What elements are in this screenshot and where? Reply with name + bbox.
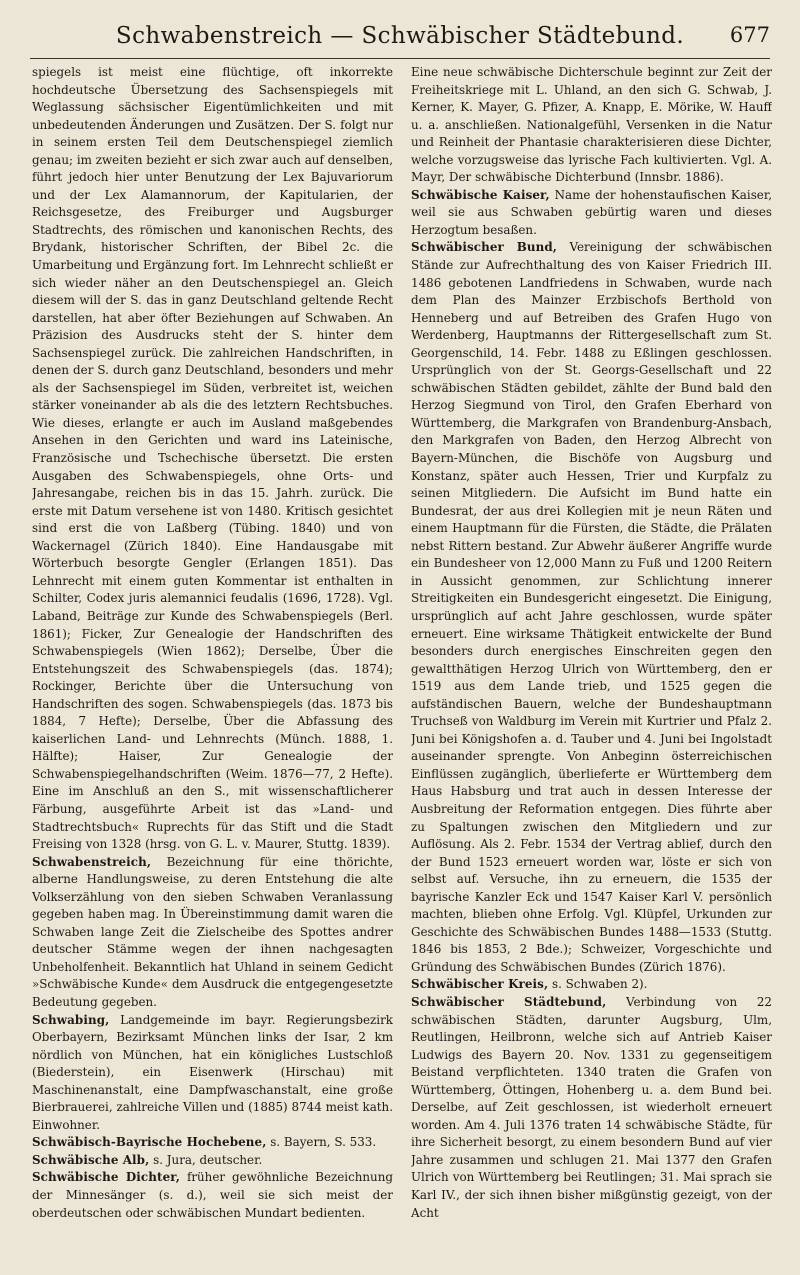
- entry-text: Landgemeinde im bayr. Regierungsbezirk Oberbayern, Bezirksamt München links der Isar, 2 km nördlich von München, hat ein königliches Lustschloß (Biederstein), ein Eisenwerk (Hirschau) mit Maschinenanstalt, eine Dampfwaschanstalt, eine große Bierbrauerei, zahlreiche Villen und (1885) 8744 meist kath. Einwohner.: [32, 1012, 393, 1132]
- entry-schwaebische-dichter: [32, 1169, 393, 1222]
- entry-schwabing: [32, 1012, 393, 1135]
- page-number: 677: [729, 23, 770, 47]
- entry-lemma: Schwäbische Dichter,: [32, 1170, 180, 1185]
- entry-lemma: Schwäbischer Städtebund,: [411, 994, 607, 1009]
- running-title: Schwabenstreich — Schwäbischer Städtebund.: [115, 23, 685, 49]
- entry-lemma: Schwabing,: [32, 1012, 110, 1027]
- entry-schwaebischer-bund: [411, 239, 772, 976]
- entry-text: Eine neue schwäbische Dichterschule beginnt zur Zeit der Freiheitskriege mit L. Uhland, an den sich G. Schwab, J. Kerner, K. Mayer, G. Pfizer, A. Knapp, E. Mörike, W. Hauff u. a. anschließen. Nationalgefühl, Versenken in die Natur und Reinheit der Phantasie charakterisieren diese Dichter, welche vorzugsweise das lyrische Fach kultivierten. Vgl. A. Mayr, Der schwäbische Dichterbund (Innsbr. 1886).: [411, 65, 772, 185]
- entry-schwabenstreich: [32, 854, 393, 1012]
- entry-text: früher gewöhnliche Bezeichnung der Minnesänger (s. d.), weil sie sich meist der oberdeutschen oder schwäbischen Mundart bedienten.: [32, 1170, 393, 1220]
- entry-text: spiegels ist meist eine flüchtige, oft inkorrekte hochdeutsche Übersetzung des Sachsenspiegels mit Weglassung sächsischer Eigentümlichkeiten und mit unbedeutenden Änderungen und Zusätzen. Der S. folgt nur in seinem ersten Teil dem Deutschenspiegel ziemlich genau; im zweiten bezieht er sich zwar auch auf denselben, führt jedoch hier unter Benutzung der Lex Bajuvariorum und der Lex Alamannorum, der Kapitularien, der Reichsgesetze, des Freiburger und Augsburger Stadtrechts, des römischen und kanonischen Rechts, des Brydank, historischer Schriften, der Bibel 2c. die Umarbeitung und Ergänzung fort. Im Lehnrecht schließt er sich wieder näher an den Deutschenspiegel an. Gleich diesem will der S. das in ganz Deutschland geltende Recht darstellen, hat aber öfter Beziehungen auf Schwaben. An Präzision des Ausdrucks steht der S. hinter dem Sachsenspiegel zurück. Die zahlreichen Handschriften, in denen der S. durch ganz Deutschland, besonders und mehr als der Sachsenspiegel im Süden, verbreitet ist, weichen stärker voneinander ab als die des letztern Rechtsbuches. Wie dieses, erlangte er auch im Ausland maßgebendes Ansehen in den Gerichten und ward ins Lateinische, Französische und Tschechische übersetzt. Die ersten Ausgaben des Schwabenspiegels, ohne Orts- und Jahresangabe, reichen bis in das 15. Jahrh. zurück. Die erste mit Datum versehene ist von 1480. Kritisch gesichtet sind erst die von Laßberg (Tübing. 1840) und von Wackernagel (Zürich 1840). Eine Handausgabe mit Wörterbuch besorgte Gengler (Erlangen 1851). Das Lehnrecht mit einem guten Kommentar ist enthalten in Schilter, Codex juris alemannici feudalis (1696, 1728). Vgl. Laband, Beiträge zur Kunde des Schwabenspiegels (Berl. 1861); Ficker, Zur Genealogie der Handschriften des Schwabenspiegels (Wien 1862); Derselbe, Über die Entstehungszeit des Schwabenspiegels (das. 1874); Rockinger, Berichte über die Untersuchung von Handschriften des sogen. Schwabenspiegels (das. 1873 bis 1884, 7 Hefte); Derselbe, Über die Abfassung des kaiserlichen Land- und Lehnrechts (Münch. 1888, 1. Hälfte); Haiser, Zur Genealogie der Schwabenspiegelhandschriften (Weim. 1876—77, 2 Hefte). Eine im Anschluß an den S., mit wissenschaftlicherer Färbung, ausgeführte Arbeit ist das »Land- und Stadtrechtsbuch« Ruprechts für das Stift und die Stadt Freising von 1328 (hrsg. von G. L. v. Maurer, Stuttg. 1839).: [32, 65, 393, 852]
- entry-lemma: Schwäbisch-Bayrische Hochebene,: [32, 1135, 267, 1150]
- entry-text: s. Jura, deutscher.: [149, 1152, 263, 1167]
- running-header: [30, 14, 770, 59]
- entry-lemma: Schwabenstreich,: [32, 854, 152, 869]
- entry-continuation: [411, 64, 772, 187]
- right-column: [411, 64, 772, 1265]
- entry-lemma: Schwäbischer Bund,: [411, 240, 558, 255]
- entry-text: Name der hohenstaufischen Kaiser, weil sie aus Schwaben gebürtig waren und dieses Herzogtum besaßen.: [411, 187, 772, 237]
- entry-text: Verbindung von 22 schwäbischen Städten, darunter Augsburg, Ulm, Reutlingen, Heilbronn, welche sich auf Antrieb Kaiser Ludwigs des Bayern 20. Nov. 1331 zu gegenseitigem Beistand verpflichteten. 1340 traten die Grafen von Württemberg, Öttingen, Hohenberg u. a. dem Bund bei. Derselbe, auf Zeit geschlossen, ist wiederholt erneuert worden. Am 4. Juli 1376 traten 14 schwäbische Städte, für ihre Sicherheit besorgt, zu einem besondern Bund auf vier Jahre zusammen und schlugen 21. Mai 1377 den Grafen Ulrich von Württemberg bei Reutlingen; 31. Mai sprach sie Karl IV., der sich ihnen bisher mißgünstig gezeigt, von der Acht: [411, 994, 772, 1220]
- left-column: [32, 64, 393, 1265]
- entry-continuation: [32, 64, 393, 854]
- entry-lemma: Schwäbischer Kreis,: [411, 977, 549, 992]
- entry-schwaebischer-staedtebund: [411, 994, 772, 1222]
- entry-schwaebisch-bayrische-hochebene: [32, 1134, 393, 1152]
- entry-lemma: Schwäbische Alb,: [32, 1152, 150, 1167]
- entry-text: Bezeichnung für eine thörichte, alberne Handlungsweise, zu deren Entstehung die alte Volkserzählung von den sieben Schwaben Veranlassung gegeben haben mag. In Übereinstimmung damit waren die Schwaben lange Zeit die Zielscheibe des Spottes andrer deutscher Stämme wegen der ihnen nachgesagten Unbeholfenheit. Bekanntlich hat Uhland in seinem Gedicht »Schwäbische Kunde« dem Ausdruck die entgegengesetzte Bedeutung gegeben.: [32, 854, 393, 1009]
- text-columns: [32, 64, 772, 1265]
- entry-schwaebische-kaiser: [411, 187, 772, 240]
- entry-lemma: Schwäbische Kaiser,: [411, 187, 550, 202]
- entry-text: s. Bayern, S. 533.: [266, 1135, 377, 1150]
- entry-schwaebischer-kreis: [411, 976, 772, 994]
- entry-text: Vereinigung der schwäbischen Stände zur Aufrechthaltung des von Kaiser Friedrich III. 1486 gebotenen Landfriedens in Schwaben, wurde nach dem Plan des Mainzer Erzbischofs Berthold von Henneberg und auf Betreiben des Grafen Hugo von Werdenberg, Hauptmanns der Rittergesellschaft zum St. Georgenschild, 14. Febr. 1488 zu Eßlingen geschlossen. Ursprünglich von der St. Georgs-Gesellschaft und 22 schwäbischen Städten gebildet, zählte der Bund bald den Herzog Siegmund von Tirol, den Grafen Eberhard von Württemberg, die Markgrafen von Brandenburg-Ansbach, den Markgrafen von Baden, den Herzog Albrecht von Bayern-München, die Bischöfe von Augsburg und Konstanz, später auch Hessen, Trier und Kurpfalz zu seinen Mitgliedern. Die Aufsicht im Bund hatte ein Bundesrat, der aus drei Kollegien mit je neun Räten und einem Hauptmann für die Fürsten, die Städte, die Prälaten nebst Rittern bestand. Zur Abwehr äußerer Angriffe wurde ein Bundesheer von 12,000 Mann zu Fuß und 1200 Reitern in Aussicht genommen, zur Schlichtung innerer Streitigkeiten ein Bundesgericht eingesetzt. Die Einigung, ursprünglich auf acht Jahre geschlossen, wurde später erneuert. Eine wirksame Thätigkeit entwickelte der Bund besonders durch energisches Einschreiten gegen den gewaltthätigen Herzog Ulrich von Württemberg, den er 1519 aus dem Lande trieb, und 1525 gegen die aufständischen Bauern, welche der Bundeshauptmann Truchseß von Waldburg im Verein mit Kurtrier und Pfalz 2. Juni bei Königshofen a. d. Tauber und 4. Juni bei Ingolstadt auseinander sprengte. Von Anbeginn österreichischen Einflüssen zugänglich, überlieferte er Württemberg dem Haus Habsburg und trat auch in dessen Interesse der Ausbreitung der Reformation entgegen. Dies führte aber zu Spaltungen zwischen den Mitgliedern und zur Auflösung. Als 2. Febr. 1534 der Vertrag ablief, durch den der Bund 1523 erneuert worden war, löste er sich von selbst auf. Versuche, ihn zu erneuern, die 1535 der bayrische Kanzler Eck und 1547 Kaiser Karl V. persönlich machten, blieben ohne Erfolg. Vgl. Klüpfel, Urkunden zur Geschichte des Schwäbischen Bundes 1488—1533 (Stuttg. 1846 bis 1853, 2 Bde.); Schweizer, Vorgeschichte und Gründung des Schwäbischen Bundes (Zürich 1876).: [411, 240, 772, 974]
- entry-text: s. Schwaben 2).: [548, 977, 648, 992]
- entry-schwaebische-alb: [32, 1152, 393, 1170]
